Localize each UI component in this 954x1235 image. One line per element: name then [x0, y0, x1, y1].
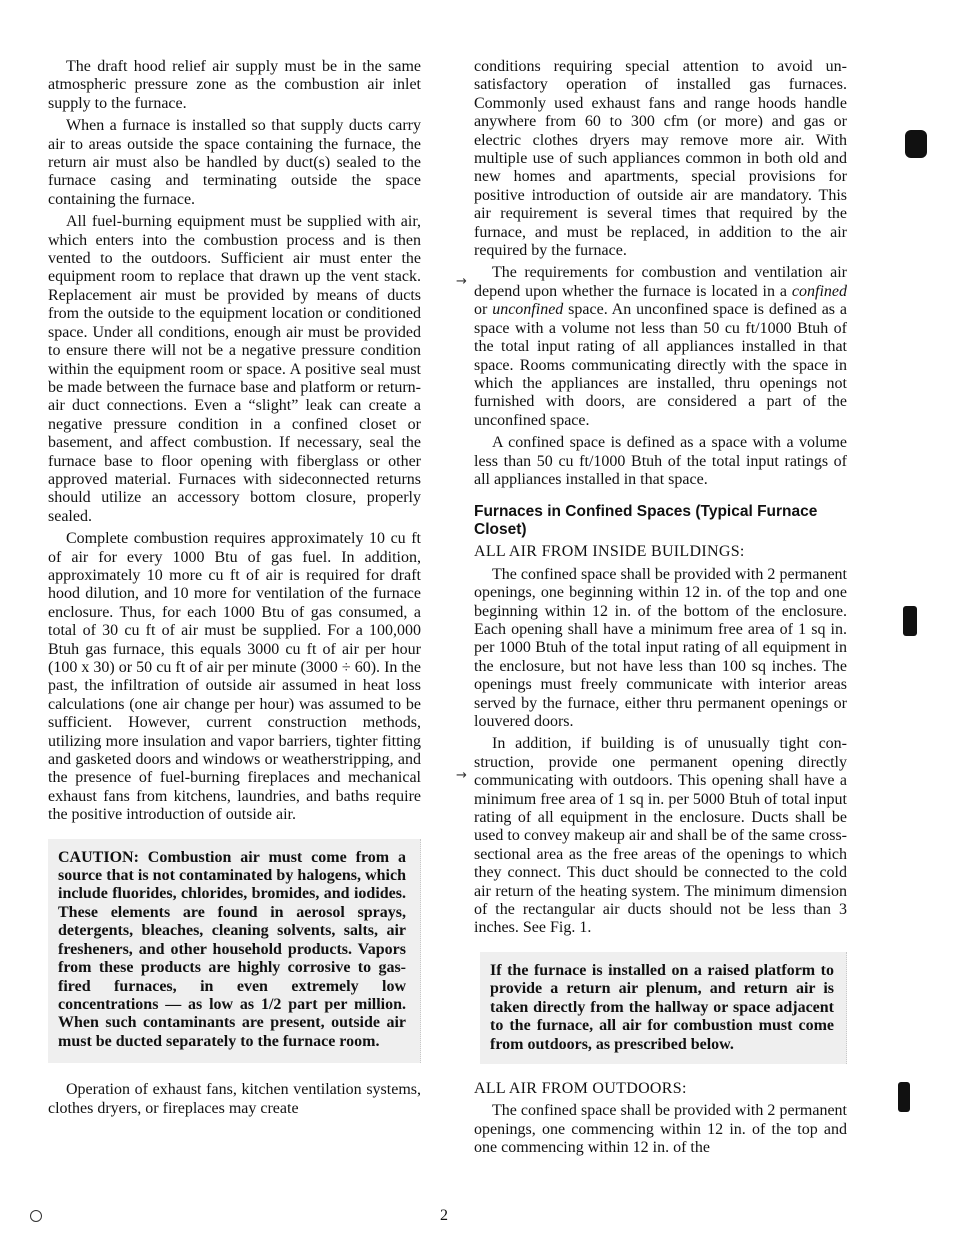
change-arrow-icon: →	[456, 274, 467, 289]
section-heading-confined-spaces: Furnaces in Confined Spaces (Typical Furnace Closet)	[474, 503, 818, 539]
paragraph-exhaust-fans: Operation of exhaust fans, kitchen ventilation systems, clothes dryers, or fireplaces may create	[48, 1081, 421, 1117]
paragraph-complete-combustion: Complete combustion requires approximately 10 cu ft of air for every 1000 Btu of gas fuel. In addition, approximately 10 more cu ft of air is required for draft hood dilution, and 10 more for ventilation of the furnace enclosure. Thus, for each 1000 Btu of gas consumed, a total of 30 cu ft of air must be supplied. For a 100,000 Btuh gas furnace, this equals 3000 cu ft of air per hour (100 x 30) or 50 cu ft of air per minute (3000 ÷ 60). In the past, the infiltration of outside air assumed in heat loss calculations (one air change per hour) was assumed to be sufficient. However, current construction methods, utilizing more insulation and vapor barriers, tighter fitting and gasketed doors and windows or weatherstripping, and the presence of fuel-burning fireplaces and mechanical exhaust fans from kitchens, laundries, and baths require the positive introduction of outside air.	[48, 530, 421, 824]
right-column	[474, 58, 847, 1162]
left-column	[48, 58, 421, 1122]
punch-hole-mark	[898, 1082, 910, 1112]
punch-hole-mark	[903, 606, 917, 636]
page-number: 2	[440, 1207, 448, 1224]
paragraph-tight-construction: In addition, if building is of unusually tight construction, provide one permanent opening directly communicating with outdoors. This opening shall have a minimum free area of 1 sq in. per 5000 Btuh of total input rating of all equipment in the enclosure. Ducts shall be used to convey makeup air and shall be of the same cross-sectional area as the free areas of the openings to which they connect. This duct should be connected to the cold air return of the heating system. The minimum dimension of the rectangular air ducts should not be less than 3 inches. See Fig. 1.	[474, 735, 847, 937]
subheading-inside-buildings: ALL AIR FROM INSIDE BUILDINGS:	[474, 543, 745, 561]
requirements-text-a: The requirements for combustion and ventilation air depend upon whether the furnace is located in a	[474, 264, 847, 300]
subheading-outdoors: ALL AIR FROM OUTDOORS:	[474, 1079, 687, 1097]
paragraph-fuel-burning-air: All fuel-burning equipment must be supplied with air, which enters into the combustion process and is then vented to the outdoors. Sufficient air must enter the equipment room to replace that drawn up the vent stack. Replacement air must be provided by means of ducts from the outside to the equipment location or conditioned space. Under all conditions, enough air must be provided to ensure there will not be a negative pressure condition within the equipment room or space. A positive seal must be made between the furnace base and platform or return-air duct connections. Even a “slight” leak can create a negative pressure condition in a confined closet or basement, and affect combustion. If necessary, seal the furnace base to floor opening with fiberglass or other approved material. Furnaces with sideconnected returns should utilize an accessory bottom closure, properly sealed.	[48, 213, 421, 525]
paragraph-supply-ducts: When a furnace is installed so that supply ducts carry air to areas outside the space containing the furnace, the return air must also be handled by duct(s) sealed to the furnace casing and terminating outside the space containing the furnace.	[48, 117, 421, 208]
caution-box: CAUTION: Combustion air must come from a source that is not contaminated by halogens, which include fluorides, chlorides, bromides, and iodides. These elements are found in aerosol sprays, detergents, bleaches, cleaning solvents, salts, air fresheners, and other household products. Vapors from these products are highly corrosive to gas-fired furnaces, in even extremely low concentrations — as low as 1/2 part per million. When such contaminants are present, outside air must be ducted separately to the furnace room.	[48, 839, 421, 1063]
requirements-text-b: space. An unconfined space is defined as a space with a volume not less than 50 cu ft/1000 Btuh of the total input rating of all appliances installed in that space. Rooms communicating directly with the space in which the appliances are installed, thru openings not furnished with doors, are considered a part of the unconfined space.	[474, 301, 848, 429]
paragraph-outdoor-openings: The confined space shall be provided with 2 permanent openings, one commencing within 12 in. of the top and one commencing within 12 in. of the	[474, 1102, 847, 1157]
paragraph-requirements	[474, 264, 847, 430]
requirements-or: or	[474, 301, 493, 319]
change-arrow-icon: →	[456, 768, 467, 783]
note-box-raised-platform: If the furnace is installed on a raised platform to provide a return air plenum, and return air is taken directly from the hallway or space adjacent to the furnace, all air for combustion must come from outdoors, as prescribed below.	[480, 952, 847, 1064]
paragraph-conditions: conditions requiring special attention to avoid unsatisfactory operation of installed gas furnaces. Commonly used exhaust fans and range hoods handle anywhere from 60 to 300 cfm (or more) and gas or electric clothes dryers may remove more air. With multiple use of such appliances common in both old and new homes and apartments, special provisions for positive introduction of outside air are mandatory. This air requirement is several times that required by the furnace, and must be replaced, in addition to the air required by the furnace.	[474, 58, 847, 260]
punch-hole-mark	[905, 130, 927, 158]
paragraph-draft-hood: The draft hood relief air supply must be in the same atmospheric pressure zone as the combustion air inlet supply to the furnace.	[48, 58, 421, 112]
registration-mark-icon	[30, 1210, 42, 1222]
term-unconfined: unconfined	[492, 301, 564, 319]
paragraph-confined-definition: A confined space is defined as a space with a volume less than 50 cu ft/1000 Btuh of the total input ratings of all appliances installed in that space.	[474, 434, 847, 488]
term-confined: confined	[791, 282, 847, 300]
paragraph-inside-openings: The confined space shall be provided with 2 permanent openings, one beginning within 12 in. of the top and one beginning within 12 in. of the bottom of the enclosure. Each opening shall have a minimum free area of 1 sq in. per 1000 Btuh of the total input rating of all equipment in the enclosure, but not have less than 100 sq inches. The openings must freely communicate with interior areas served by the furnace, either thru permanent openings or louvered doors.	[474, 565, 847, 730]
